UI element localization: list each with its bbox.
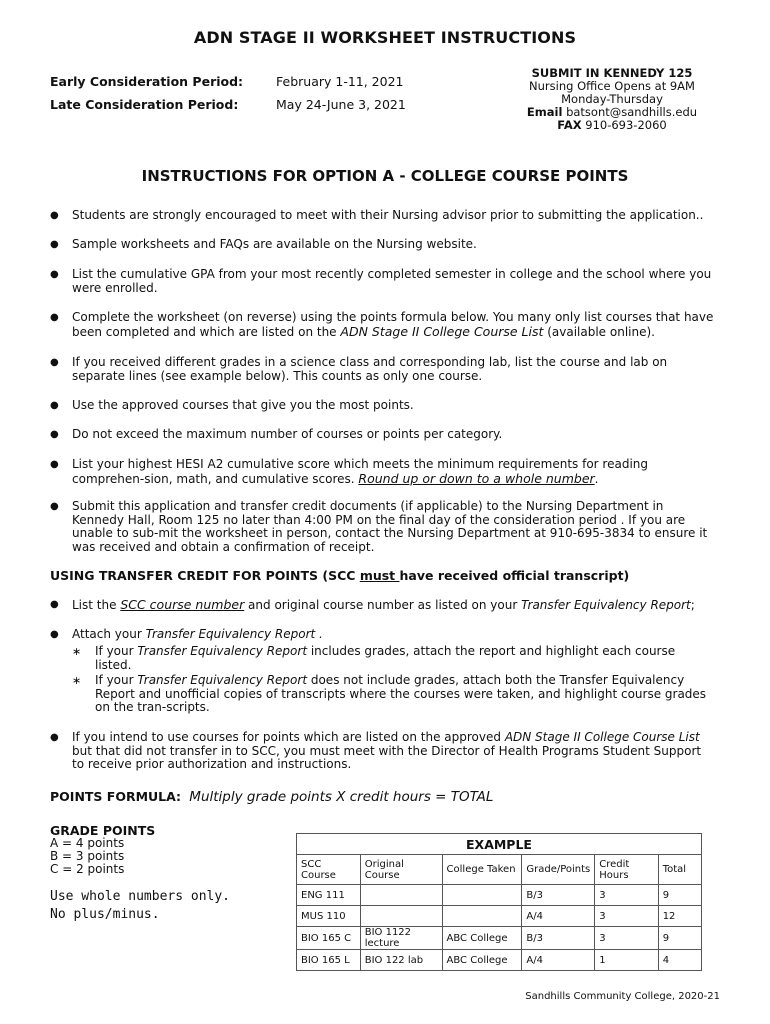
- points-formula-text: Multiply grade points X credit hours = TOTAL: [189, 789, 494, 805]
- table-row: [297, 906, 702, 927]
- table-cell: MUS 110: [297, 906, 361, 927]
- bullet-text: Complete the worksheet (on reverse) using the points formula below. You many only list courses that have been completed and which are listed on the ADN Stage II College Course List (available online).: [72, 310, 714, 339]
- table-row: [297, 927, 702, 950]
- late-period-label: Late Consideration Period:: [50, 97, 239, 112]
- table-cell: BIO 122 lab: [360, 950, 442, 971]
- table-cell: A/4: [522, 906, 595, 927]
- asterisk-bullet-icon: ∗: [72, 645, 82, 658]
- table-cell: 4: [658, 950, 701, 971]
- bullet-text: Sample worksheets and FAQs are available on the Nursing website.: [72, 237, 477, 251]
- table-cell: ABC College: [442, 927, 522, 950]
- bullet-icon: ●: [50, 599, 59, 610]
- bullet-icon: ●: [50, 459, 59, 470]
- bullet-text: If you received different grades in a science class and corresponding lab, list the course and lab on separate lines (see example below). This counts as only one course.: [72, 355, 668, 383]
- fax-number: 910-693-2060: [585, 118, 667, 132]
- office-days: Monday-Thursday: [561, 92, 663, 106]
- bullet-icon: ●: [50, 357, 59, 368]
- table-cell: B/3: [522, 885, 595, 906]
- bullet-text: List your highest HESI A2 cumulative score which meets the minimum requirements for reading comprehen-sion, math, and cumulative scores. Round up or down to a whole number.: [72, 457, 648, 486]
- table-cell: 3: [595, 906, 658, 927]
- bullet-text: Do not exceed the maximum number of courses or points per category.: [72, 427, 503, 441]
- early-period-dates: February 1-11, 2021: [276, 74, 404, 89]
- table-cell: BIO 1122 lecture: [360, 927, 442, 950]
- table-cell: [360, 885, 442, 906]
- bullet-icon: ●: [50, 239, 59, 250]
- office-hours: Nursing Office Opens at 9AM: [529, 79, 695, 93]
- bullet-icon: ●: [50, 732, 59, 743]
- points-formula: [50, 789, 493, 805]
- grade-points: [50, 824, 155, 876]
- note-line: No plus/minus.: [50, 907, 160, 922]
- submit-info: [506, 67, 718, 132]
- table-cell: A/4: [522, 950, 595, 971]
- bullet-text: If your Transfer Equivalency Report includes grades, attach the report and highlight each course listed.: [95, 644, 676, 672]
- table-cell: 9: [658, 927, 701, 950]
- table-cell: 3: [595, 885, 658, 906]
- option-a-heading: INSTRUCTIONS FOR OPTION A - COLLEGE COURSE POINTS: [141, 167, 629, 185]
- points-formula-label: POINTS FORMULA:: [50, 789, 182, 804]
- example-caption: EXAMPLE: [297, 834, 702, 855]
- column-header: Credit Hours: [595, 855, 658, 885]
- bullet-text: If your Transfer Equivalency Report does not include grades, attach both the Transfer Equivalency Report and unofficial copies of transcripts where the courses were taken, and highlight course grades on the tran-scripts.: [95, 673, 707, 714]
- bullet-text: List the SCC course number and original course number as listed on your Transfer Equivalency Report;: [72, 597, 695, 612]
- column-header: Grade/Points: [522, 855, 595, 885]
- table-cell: [442, 906, 522, 927]
- table-header-row: [297, 855, 702, 885]
- table-cell: 12: [658, 906, 701, 927]
- bullet-text: Attach your Transfer Equivalency Report .: [72, 627, 323, 641]
- whole-numbers-note: [50, 888, 230, 924]
- transfer-credit-heading: USING TRANSFER CREDIT FOR POINTS (SCC must have received official transcript): [50, 568, 630, 583]
- bullet-text: If you intend to use courses for points which are listed on the approved ADN Stage II College Course List but that did not transfer in to SCC, you must meet with the Director of Health Programs Student Support to receive prior authorization and instructions.: [72, 730, 702, 771]
- submit-heading: SUBMIT IN KENNEDY 125: [531, 66, 693, 80]
- table-cell: 1: [595, 950, 658, 971]
- bullet-text: Students are strongly encouraged to meet with their Nursing advisor prior to submitting the application..: [72, 208, 704, 222]
- bullet-text: Use the approved courses that give you the most points.: [72, 398, 414, 412]
- asterisk-bullet-icon: ∗: [72, 674, 82, 687]
- email-address: batsont@sandhills.edu: [566, 105, 698, 119]
- email-label: Email: [526, 105, 563, 119]
- bullet-icon: ●: [50, 400, 59, 411]
- page-footer: Sandhills Community College, 2020-21: [525, 991, 720, 1002]
- note-line: Use whole numbers only.: [50, 889, 231, 904]
- rounding-note: Round up or down to a whole number: [358, 470, 595, 486]
- table-cell: [442, 885, 522, 906]
- table-cell: ABC College: [442, 950, 522, 971]
- table-cell: BIO 165 C: [297, 927, 361, 950]
- table-cell: BIO 165 L: [297, 950, 361, 971]
- table-cell: 3: [595, 927, 658, 950]
- table-cell: [360, 906, 442, 927]
- table-row: [297, 885, 702, 906]
- bullet-icon: ●: [50, 312, 59, 323]
- grade-line: C = 2 points: [50, 862, 125, 876]
- bullet-icon: ●: [50, 429, 59, 440]
- grade-line: A = 4 points: [50, 836, 125, 850]
- fax-label: FAX: [557, 118, 582, 132]
- table-cell: 9: [658, 885, 701, 906]
- column-header: College Taken: [442, 855, 522, 885]
- example-table: [296, 833, 702, 971]
- table-cell: ENG 111: [297, 885, 361, 906]
- grade-points-heading: GRADE POINTS: [50, 823, 156, 838]
- bullet-text: List the cumulative GPA from your most recently completed semester in college and the school where you were enrolled.: [72, 267, 712, 295]
- grade-line: B = 3 points: [50, 849, 125, 863]
- bullet-text: Submit this application and transfer credit documents (if applicable) to the Nursing Department in Kennedy Hall, Room 125 no later than 4:00 PM on the final day of the consideration period . If you are unable to sub-mit the worksheet in person, contact the Nursing Department at 910-695-3834 to ensure it was received and obtain a confirmation of receipt.: [72, 499, 708, 554]
- table-row: [297, 950, 702, 971]
- table-cell: B/3: [522, 927, 595, 950]
- bullet-icon: ●: [50, 629, 59, 640]
- bullet-icon: ●: [50, 210, 59, 221]
- late-period-dates: May 24-June 3, 2021: [276, 97, 406, 112]
- course-list-title: ADN Stage II College Course List: [340, 323, 544, 339]
- page-title: ADN STAGE II WORKSHEET INSTRUCTIONS: [193, 28, 577, 47]
- bullet-icon: ●: [50, 269, 59, 280]
- early-period-label: Early Consideration Period:: [50, 74, 244, 89]
- column-header: Total: [658, 855, 701, 885]
- column-header: SCC Course: [297, 855, 361, 885]
- bullet-icon: ●: [50, 501, 59, 512]
- column-header: Original Course: [360, 855, 442, 885]
